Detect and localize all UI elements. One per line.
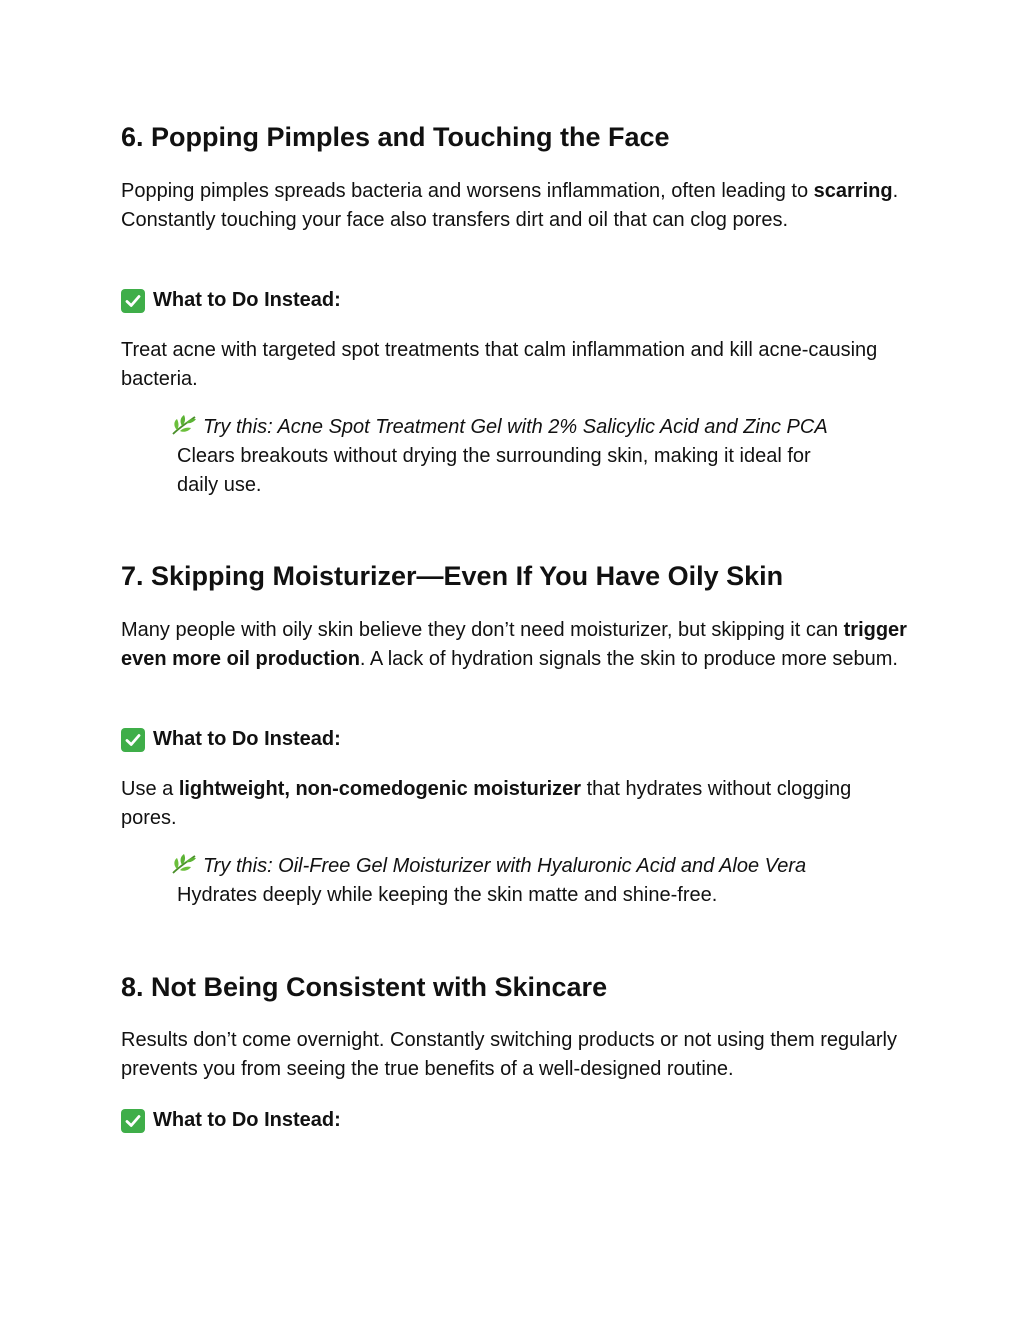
section-6-heading: 6. Popping Pimples and Touching the Face [121,122,670,152]
section-6-paragraph [121,177,911,235]
section-8-paragraph [121,1026,911,1084]
herb-leaf-icon [171,853,197,875]
section-7-instead-label: What to Do Instead: [153,728,341,750]
section-7-heading: 7. Skipping Moisturizer—Even If You Have Oily Skin [121,561,784,591]
section-6-tip-title: Try this: Acne Spot Treatment Gel with 2% Salicylic Acid and Zinc PCA [203,416,828,438]
section-6-tip-description: Clears breakouts without drying the surrounding skin, making it ideal for daily use. [177,445,811,496]
section-7-product-tip [171,852,851,910]
section-7-para-text: Many people with oily skin believe they don’t need moisturizer, but skipping it can [121,619,844,641]
section-6-advice-text: Treat acne with targeted spot treatments that calm inflammation and kill acne-causing bacteria. [121,339,878,390]
section-6-instead-label: What to Do Instead: [153,289,341,311]
section-8-heading: 8. Not Being Consistent with Skincare [121,972,608,1002]
section-6-para-text-end: . Constantly touching your face also transfers dirt and oil that can clog pores. [121,180,899,231]
section-6-product-tip [171,413,851,500]
check-mark-button-icon [121,289,145,313]
section-7-advice-text-end: that hydrates without clogging pores. [121,778,852,829]
section-6-advice [121,336,911,394]
section-7-tip-title: Try this: Oil-Free Gel Moisturizer with Hyaluronic Acid and Aloe Vera [203,855,807,877]
check-mark-button-icon [121,1109,145,1133]
herb-leaf-icon [171,414,197,436]
section-7-paragraph [121,616,911,674]
section-6-para-text: Popping pimples spreads bacteria and worsens inflammation, often leading to [121,180,814,202]
section-8-instead-label: What to Do Instead: [153,1109,341,1131]
section-7-advice [121,775,911,833]
section-7-para-text-end: . A lack of hydration signals the skin to produce more sebum. [359,648,898,670]
section-6-instead-heading [121,286,341,315]
section-8-para-text: Results don’t come overnight. Constantly switching products or not using them regularly prevents you from seeing the true benefits of a well-designed routine. [121,1029,897,1080]
section-8-instead-heading [121,1106,341,1135]
section-6-para-bold: scarring [813,180,893,202]
section-7-instead-heading [121,725,341,754]
section-7-para-bold: trigger even more oil production [121,619,907,670]
section-7-advice-bold: lightweight, non-comedogenic moisturizer [178,778,582,800]
section-7-advice-text: Use a [121,778,179,800]
section-7-tip-description: Hydrates deeply while keeping the skin matte and shine-free. [177,884,718,906]
check-mark-button-icon [121,728,145,752]
